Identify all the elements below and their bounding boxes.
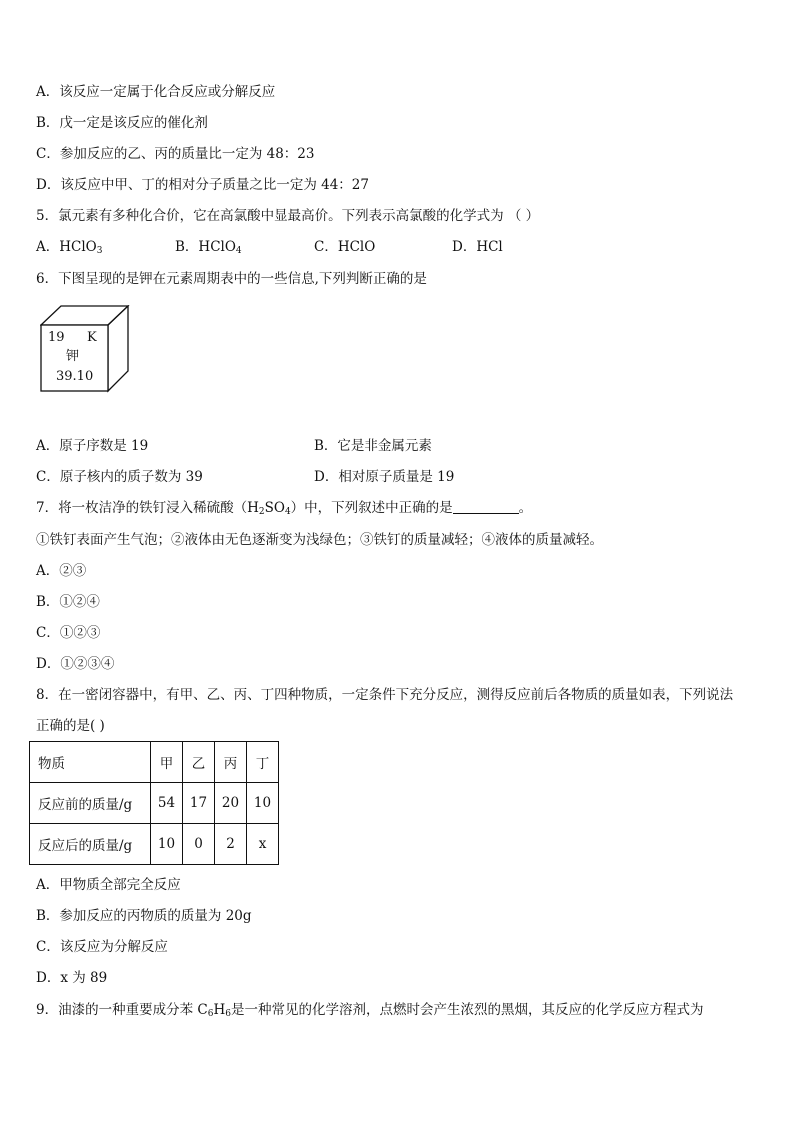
table-header-row bbox=[30, 742, 279, 783]
q7-stem: 7．将一枚洁净的铁钉浸入稀硫酸$(H_2SO_4)$中，下列叙述中正确的是 。 bbox=[36, 500, 533, 517]
q5-option-b: B．HClO$_4$ bbox=[175, 239, 242, 256]
q8-stem-line1: 8．在一密闭容器中，有甲、乙、丙、丁四种物质，一定条件下充分反应，测得反应前后各物质的质量如表，下列说法 bbox=[36, 687, 734, 703]
table-header-cell: 物质 bbox=[30, 742, 151, 783]
table-cell: 10 bbox=[151, 824, 183, 865]
table-cell: 0 bbox=[183, 824, 215, 865]
q7-option-c: C．①②③ bbox=[36, 625, 101, 641]
mass-table bbox=[29, 741, 279, 865]
table-header-cell: 乙 bbox=[183, 742, 215, 783]
q8-option-a: A．甲物质全部完全反应 bbox=[36, 877, 181, 893]
q4-option-c: C．参加反应的乙、丙的质量比一定为 48：23 bbox=[36, 146, 315, 162]
table-header-cell: 丙 bbox=[215, 742, 247, 783]
q7-option-d: D．①②③④ bbox=[36, 656, 115, 672]
q6-stem: 6．下图呈现的是钾在元素周期表中的一些信息,下列判断正确的是 bbox=[36, 271, 427, 287]
table-row bbox=[30, 783, 279, 824]
q8-option-b: B．参加反应的丙物质的质量为 20g bbox=[36, 908, 252, 924]
q6-option-a: A．原子序数是 19 bbox=[36, 438, 149, 454]
element-atomic-number: 19 bbox=[48, 330, 65, 345]
q5-option-c: C．HClO bbox=[314, 239, 376, 255]
table-cell: 54 bbox=[151, 783, 183, 824]
q7-option-b: B．①②④ bbox=[36, 594, 100, 610]
element-atomic-mass: 39.10 bbox=[56, 369, 94, 384]
q6-option-b: B．它是非金属元素 bbox=[314, 438, 432, 454]
q7-statements: ①铁钉表面产生气泡；②液体由无色逐渐变为浅绿色；③铁钉的质量减轻；④液体的质量减轻。 bbox=[36, 532, 603, 548]
q8-stem-line2: 正确的是( ) bbox=[36, 718, 105, 734]
table-cell: 反应前的质量/g bbox=[30, 783, 151, 824]
element-name: 钾 bbox=[66, 349, 80, 364]
table-cell: 17 bbox=[183, 783, 215, 824]
q4-option-d: D．该反应中甲、丁的相对分子质量之比一定为 44：27 bbox=[36, 177, 369, 193]
q8-option-d: D．x 为 89 bbox=[36, 970, 108, 986]
q6-option-c: C．原子核内的质子数为 39 bbox=[36, 469, 203, 485]
table-header-cell: 甲 bbox=[151, 742, 183, 783]
q4-option-b: B．戊一定是该反应的催化剂 bbox=[36, 115, 208, 131]
q9-stem: 9．油漆的一种重要成分苯 $C_6H_6$是一种常见的化学溶剂，点燃时会产生浓烈的黑烟，其反应的化学反应方程式为 bbox=[36, 1002, 704, 1019]
table-cell: 2 bbox=[215, 824, 247, 865]
table-cell: 10 bbox=[247, 783, 279, 824]
element-symbol: K bbox=[87, 330, 97, 345]
q6-option-d: D．相对原子质量是 19 bbox=[314, 469, 455, 485]
table-header-cell: 丁 bbox=[247, 742, 279, 783]
q4-option-a: A．该反应一定属于化合反应或分解反应 bbox=[36, 84, 276, 100]
q5-option-a: A．HClO$_3$ bbox=[36, 239, 103, 256]
element-card-potassium bbox=[40, 305, 132, 393]
answer-blank bbox=[453, 501, 519, 514]
q5-option-d: D．HCl bbox=[452, 239, 503, 255]
q5-stem: 5．氯元素有多种化合价，它在高氯酸中显最高价。下列表示高氯酸的化学式为 （ ） bbox=[36, 208, 540, 224]
table-cell: x bbox=[247, 824, 279, 865]
table-cell: 20 bbox=[215, 783, 247, 824]
q7-option-a: A．②③ bbox=[36, 563, 87, 579]
q8-option-c: C．该反应为分解反应 bbox=[36, 939, 168, 955]
table-cell: 反应后的质量/g bbox=[30, 824, 151, 865]
table-row bbox=[30, 824, 279, 865]
